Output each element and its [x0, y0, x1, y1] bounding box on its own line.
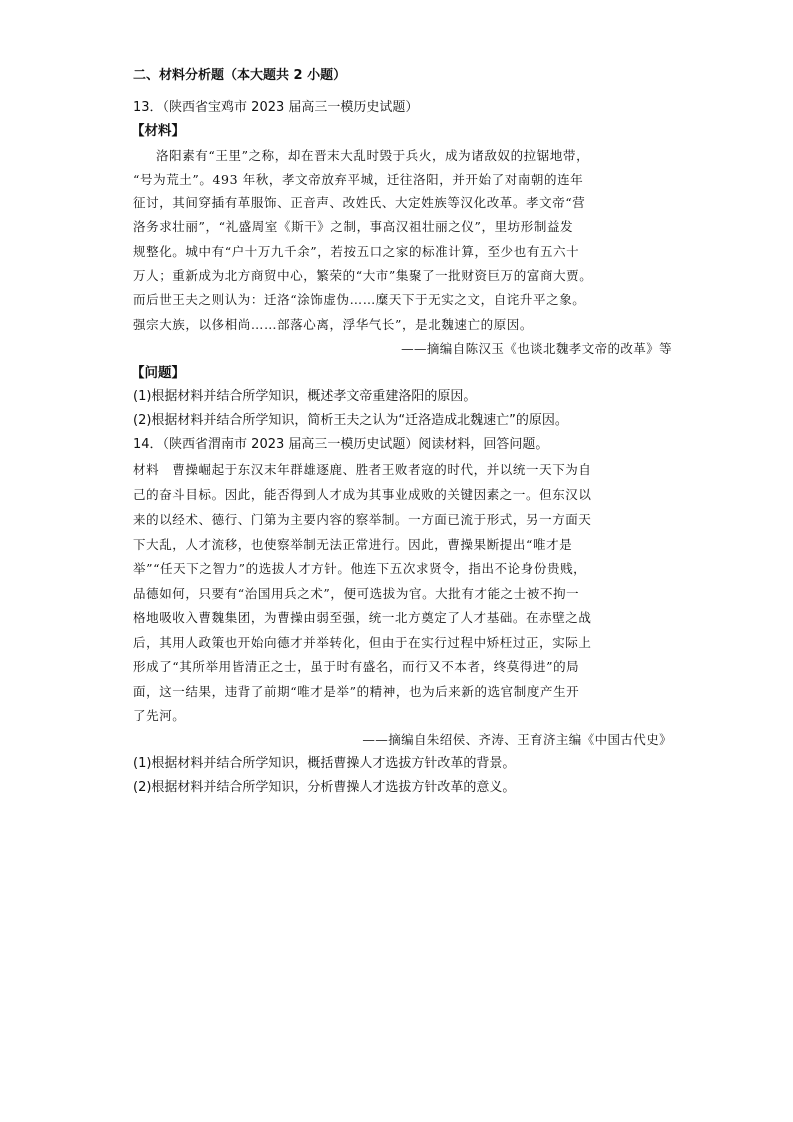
material-13-line: 洛务求壮丽”，“礼盛周室《斯干》之制，事高汉祖壮丽之仪”，里坊形制益发 — [133, 219, 574, 234]
question-14-2: (2)根据材料并结合所学知识，分析曹操人才选拔方针改革的意义。 — [133, 780, 516, 795]
material-13-source: ——摘编自陈汉玉《也谈北魏孝文帝的改革》等 — [401, 341, 672, 356]
question-13-header: 13．（陕西省宝鸡市 2023 届高三一模历史试题） — [133, 100, 419, 115]
material-13-line: 强宗大族，以侈相尚……部落心离，浮华气长”，是北魏速亡的原因。 — [133, 317, 533, 332]
question-14-header: 14．（陕西省渭南市 2023 届高三一模历史试题）阅读材料，回答问题。 — [133, 437, 549, 452]
material-label: 【材料】 — [131, 123, 185, 139]
material-13-line: “号为荒土”。493 年秋，孝文帝放弃平城，迁往洛阳，并开始了对南朝的连年 — [133, 172, 584, 187]
material-14-line: 面，这一结果，违背了前期“唯才是举”的精神，也为后来新的选官制度产生开 — [133, 684, 580, 699]
material-14-source: ——摘编自朱绍侯、齐涛、王育济主编《中国古代史》 — [362, 732, 672, 747]
material-14-line: 后，其用人政策也开始向德才并举转化，但由于在实行过程中矫枉过正，实际上 — [133, 635, 592, 650]
material-14-line: 下大乱，人才流移，也使察举制无法正常进行。因此，曹操果断提出“唯才是 — [133, 537, 573, 552]
material-14-line: 举”“任天下之智力”的选拔人才方针。他连下五次求贤令，指出不论身份贵贱， — [133, 561, 587, 576]
material-13-line: 征讨，其间穿插有革服饰、正音声、改姓氏、大定姓族等汉化改革。孝文帝“营 — [133, 195, 586, 210]
question-14-1: (1)根据材料并结合所学知识，概括曹操人才选拔方针改革的背景。 — [133, 756, 516, 771]
question-13-1: (1)根据材料并结合所学知识，概述孝文帝重建洛阳的原因。 — [133, 389, 477, 404]
material-13-line: 而后世王夫之则认为：迁洛“涂饰虚伪……糜天下于无实之文，自诧升平之象。 — [133, 292, 586, 307]
material-13-line: 万人；重新成为北方商贸中心，繁荣的“大市”集聚了一批财资巨万的富商大贾。 — [133, 268, 593, 283]
material-13-line: 规整化。城中有“户十万九千余”，若按五口之家的标准计算，至少也有五六十 — [133, 244, 580, 259]
material-14-line: 了先河。 — [133, 708, 186, 723]
material-14-line: 品德如何，只要有“治国用兵之术”，便可选拔为官。大批有才能之士被不拘一 — [133, 586, 580, 601]
section-title: 二、材料分析题（本大题共 2 小题） — [133, 68, 347, 83]
material-14-line: 格地吸收入曹魏集团，为曹操由弱至强，统一北方奠定了人才基础。在赤壁之战 — [133, 610, 592, 625]
material-14-line: 来的以经术、德行、门第为主要内容的察举制。一方面已流于形式，另一方面天 — [133, 512, 592, 527]
material-14-line: 己的奋斗目标。因此，能否得到人才成为其事业成败的关键因素之一。但东汉以 — [133, 487, 592, 502]
question-label: 【问题】 — [131, 365, 185, 381]
material-14-line: 形成了“其所举用皆清正之士，虽于时有盛名，而行又不本者，终莫得进”的局 — [133, 659, 580, 674]
question-13-2: (2)根据材料并结合所学知识，简析王夫之认为“迁洛造成北魏速亡”的原因。 — [133, 413, 568, 428]
material-13-line: 洛阳素有“王里”之称，却在晋末大乱时毁于兵火，成为诸敌奴的拉锯地带， — [156, 148, 590, 163]
material-14-line: 材料 曹操崛起于东汉末年群雄逐鹿、胜者王败者寇的时代，并以统一天下为自 — [133, 462, 592, 477]
